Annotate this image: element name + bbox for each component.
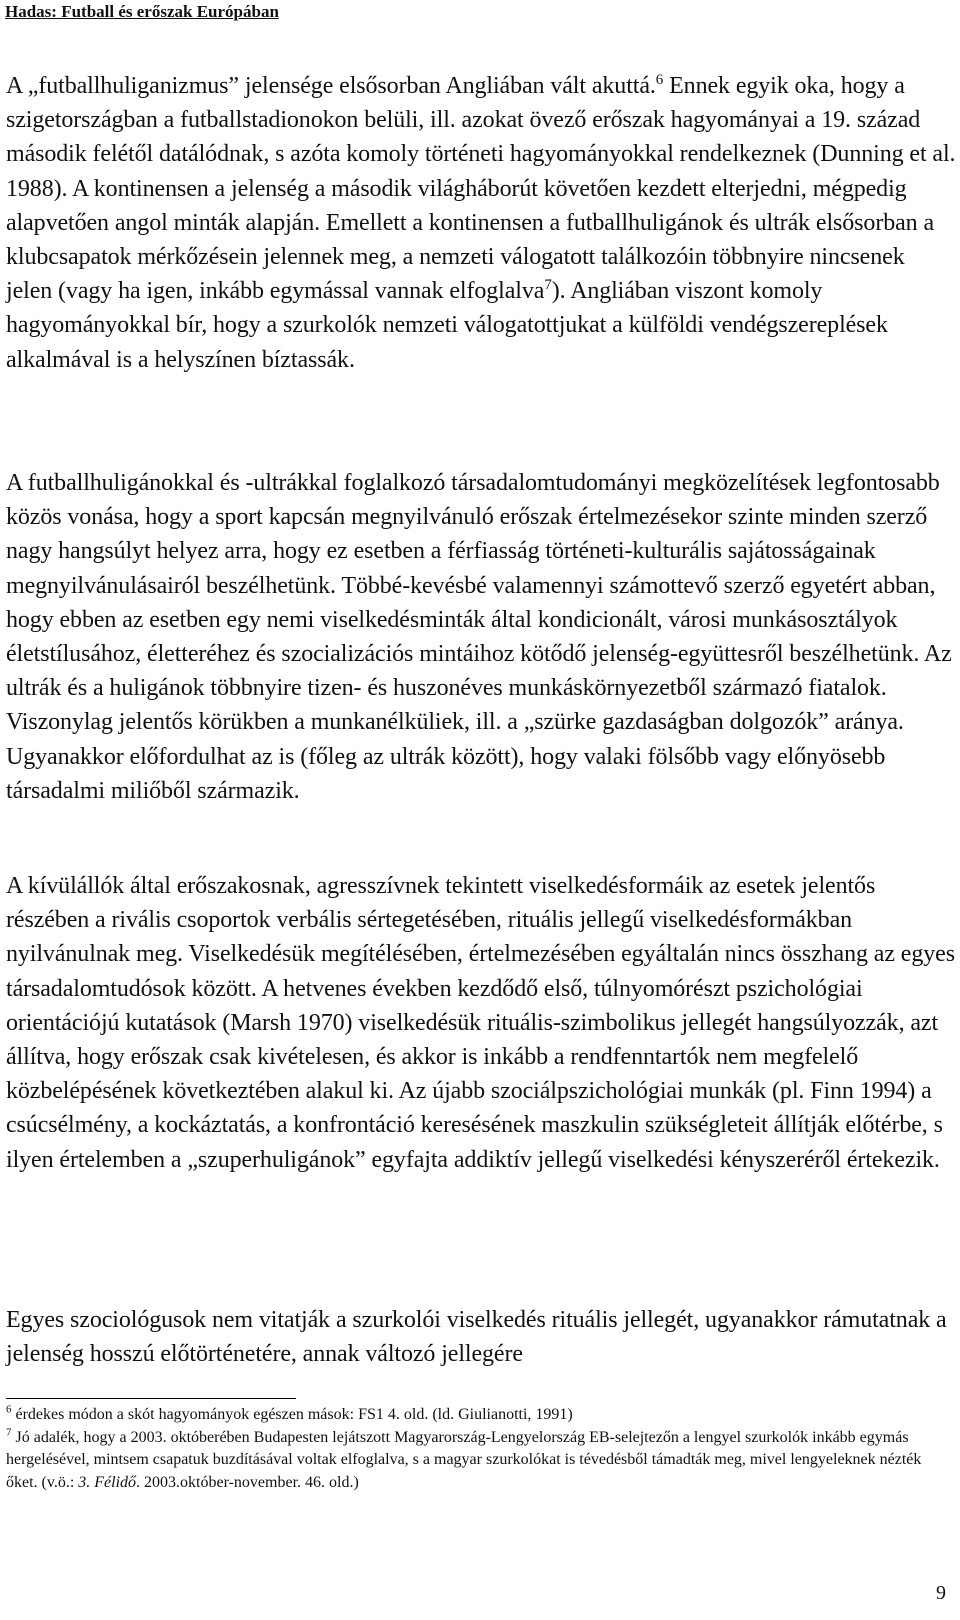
footnote-ref-7[interactable]: 7 <box>544 277 552 294</box>
paragraph-1 <box>6 69 956 377</box>
footnotes <box>6 1404 951 1494</box>
footnote-7-number: 7 <box>6 1426 12 1439</box>
footnote-7 <box>6 1427 951 1495</box>
paragraph-2-text: A futballhuligánokkal és -ultrákkal foglalkozó társadalomtudományi megközelítések legfontosabb közös vonása, hogy a sport kapcsán megnyilvánuló erőszak értelmezésekor szinte minden szerző nagy hangsúlyt helyez arra, hogy ez esetben a férfiasság történeti-kulturális sajátosságainak megnyilvánulásairól beszélhetünk. Többé-kevésbé valamennyi számottevő szerző egyetért abban, hogy ebben az esetben egy nemi viselkedésminták által kondicionált, városi munkásosztályok életstílusához, életteréhez és szocializációs mintáihoz kötődő jelenség-együttesről beszélhetünk. Az ultrák és a huligánok többnyire tizen- és huszonéves munkáskörnyezetből származó fiatalok. Viszonylag jelentős körükben a munkanélküliek, ill. a „szürke gazdaságban dolgozók” aránya. Ugyanakkor előfordulhat az is (főleg az ultrák között), hogy valaki fölsőbb vagy előnyösebb társadalmi miliőből származik. <box>6 470 952 804</box>
paragraph-1-text-a: A „futballhuliganizmus” jelensége elsősorban Angliában vált akuttá. <box>6 73 656 99</box>
page-number: 9 <box>936 1582 946 1604</box>
footnote-6-number: 6 <box>6 1403 12 1416</box>
paragraph-4-text: Egyes szociológusok nem vitatják a szurkolói viselkedés rituális jellegét, ugyanakkor rámutatnak a jelenség hosszú előtörténetére, annak változó jellegére <box>6 1307 947 1368</box>
paragraph-1-text-b: Ennek egyik oka, hogy a szigetországban a futballstadionokon belüli, ill. azokat övező erőszak hagyományai a 19. század második felétől datálódnak, s azóta komoly történeti hagyományokkal rendelkeznek (Dunning et al. 1988). A kontinensen a jelenség a második világháborút követően kezdett elterjedni, mégpedig alapvetően angol minták alapján. Emellett a kontinensen a futballhuligánok és ultrák elsősorban a klubcsapatok mérkőzésein jelennek meg, a nemzeti válogatott találkozóin többnyire nincsenek jelen (vagy ha igen, inkább egymással vannak elfoglalva <box>6 73 956 305</box>
paragraph-4 <box>6 1303 956 1371</box>
footnote-divider <box>6 1398 296 1399</box>
footnote-ref-6[interactable]: 6 <box>655 72 664 88</box>
running-header: Hadas: Futball és erőszak Európában <box>5 2 279 21</box>
paragraph-3-text: A kívülállók által erőszakosnak, agresszívnek tekintett viselkedésformáik az esetek jelentős részében a rivális csoportok verbális sértegetésében, rituális jellegű viselkedésformákban nyilvánulnak meg. Viselkedésük megítélésében, értelmezésében egyáltalán nincs összhang az egyes társadalomtudósok között. A hetvenes években kezdődő első, túlnyomórészt pszichológiai orientációjú kutatások (Marsh 1970) viselkedésük rituális-szimbolikus jellegét hangsúlyozzák, azt állítva, hogy erőszak csak kivételesen, és akkor is inkább a rendfenntartók nem megfelelő közbelépésének következtében alakul ki. Az újabb szociálpszichológiai munkák (pl. Finn 1994) a csúcsélmény, a kockáztatás, a konfrontáció keresésének maszkulin szükségleteit állítják előtérbe, s ilyen értelemben a „szuperhuligánok” egyfajta addiktív jellegű viselkedési kényszeréről értekezik. <box>6 873 955 1173</box>
paragraph-1-text-c: ). Angliában viszont komoly hagyományokkal bír, hogy a szurkolók nemzeti válogatottjukat a külföldi vendégszereplések alkalmával is a helyszínen bíztassák. <box>6 278 888 373</box>
footnote-7-text-a: Jó adalék, hogy a 2003. októberében Budapesten lejátszott Magyarország-Lengyelország EB-selejtezőn a lengyel szurkolók inkább egymás hergelésével, mintsem csapatuk buzdításával voltak elfoglalva, s a magyar szurkolókat is tévedésből támadták meg, mivel lengyeleknek nézték őket. (v.ö.: <box>6 1428 922 1491</box>
paragraph-3 <box>6 869 956 1177</box>
footnote-7-publication-title: 3. Félidő <box>78 1473 137 1491</box>
footnote-6 <box>6 1404 951 1427</box>
footnote-7-text-b: . 2003.október-november. 46. old.) <box>136 1473 359 1491</box>
paragraph-2 <box>6 466 956 808</box>
footnote-6-text: érdekes módon a skót hagyományok egészen mások: FS1 4. old. (ld. Giulianotti, 1991) <box>11 1406 573 1423</box>
